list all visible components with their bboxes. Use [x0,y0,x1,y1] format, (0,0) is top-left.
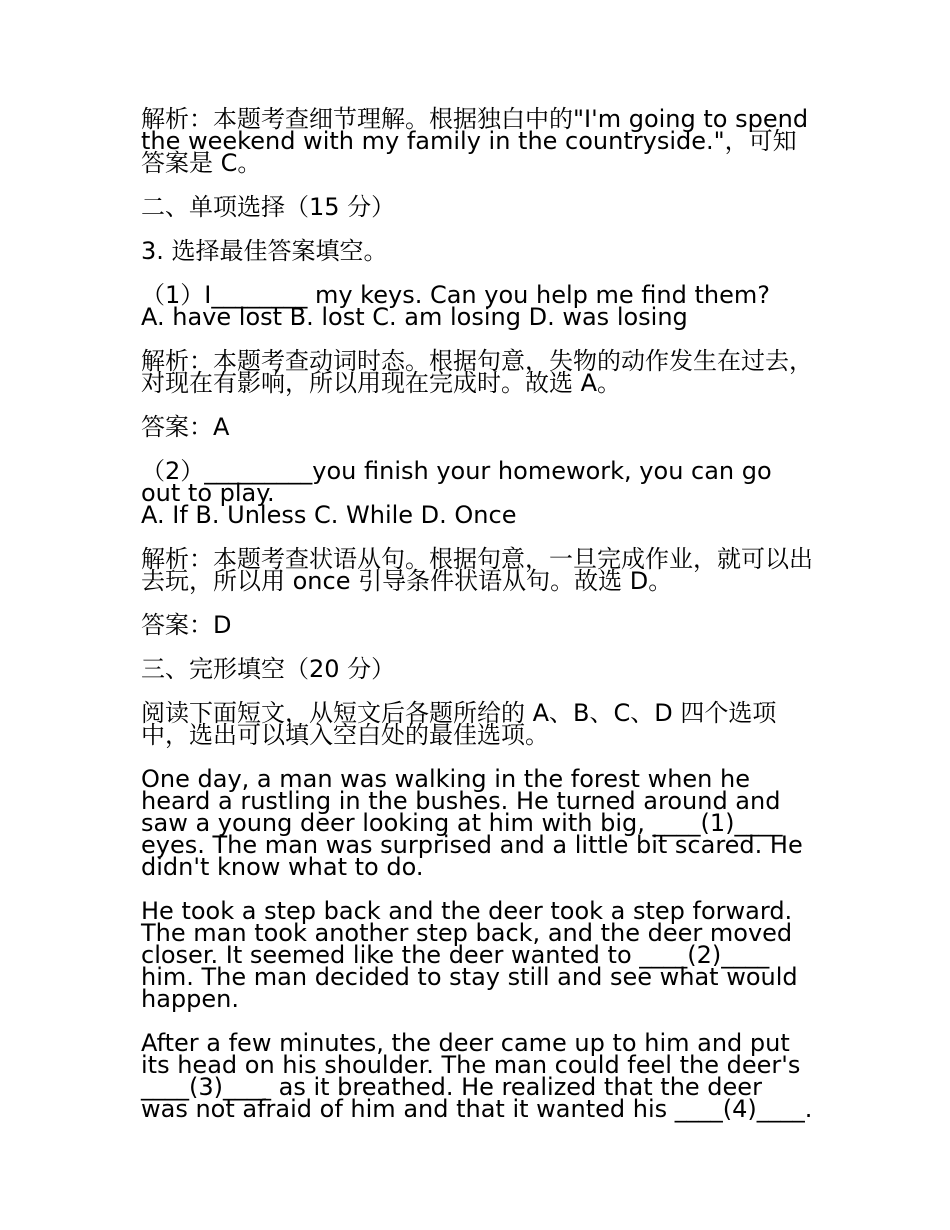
question-1: （1）I________ my keys. Can you help me find them? A. have lost B. lost C. am losing D. was losing [141,281,770,331]
analysis-paragraph: 解析：本题考查细节理解。根据独白中的"I'm going to spend the weekend with my family in the countryside."，可知答案是 C。 [141,105,809,177]
analysis-paragraph: 解析：本题考查状语从句。根据句意，一旦完成作业，就可以出去玩，所以用 once 引导条件状语从句。故选 D。 [141,545,813,595]
passage-paragraph: After a few minutes, the deer came up to him and put its head on his shoulder. The man could feel the deer's ____(3)____ as it breathed. He realized that the deer was not afraid of him and that it wanted his ____(4)____. [141,1029,813,1123]
question-2: （2）_________you finish your homework, you can go out to play. A. If B. Unless C. While D. Once [141,457,772,529]
cloze-instruction: 阅读下面短文，从短文后各题所给的 A、B、C、D 四个选项中，选出可以填入空白处的最佳选项。 [141,699,777,749]
passage-paragraph: He took a step back and the deer took a step forward. The man took another step back, and the deer moved closer. It seemed like the deer wanted to ____(2)____ him. The man decided to stay still and see what would happen. [141,897,798,1013]
document-page [141,105,813,1142]
analysis-paragraph: 解析：本题考查动词时态。根据句意，失物的动作发生在过去，对现在有影响，所以用现在完成时。故选 A。 [141,347,813,397]
section-heading-single-choice: 二、单项选择（15 分） [141,193,396,221]
answer-line: 答案：D [141,611,232,639]
question-instruction: 3. 选择最佳答案填空。 [141,237,388,265]
answer-line: 答案：A [141,413,230,441]
section-heading-cloze: 三、完形填空（20 分） [141,655,396,683]
passage-paragraph: One day, a man was walking in the forest when he heard a rustling in the bushes. He turned around and saw a young deer looking at him with big, ____(1)____ eyes. The man was surprised and a little bit scared. He didn't know what to do. [141,765,803,881]
